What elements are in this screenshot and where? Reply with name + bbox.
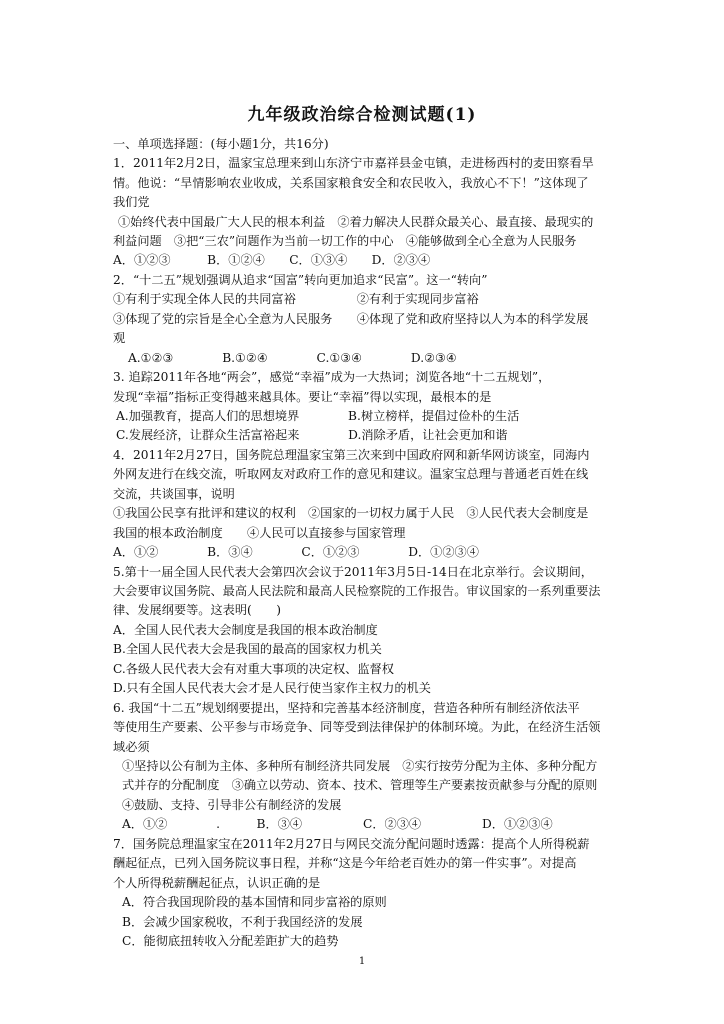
section-heading: 一、单项选择题：(每小题1分，共16分) [113, 137, 329, 151]
text-line: 情。他说：“旱情影响农业收成，关系国家粮食安全和农民收入，我放心不下！”这体现了 [113, 176, 589, 190]
answer-options: A．①② B．③④ C．①②③ D．①②③④ [113, 545, 479, 559]
answer-option: B．会减少国家税收，不利于我国经济的发展 [122, 915, 363, 929]
text-line: ①坚持以公有制为主体、多种所有制经济共同发展 ②实行按劳分配为主体、多种分配方 [122, 759, 598, 773]
text-line: 外网友进行在线交流，听取网友对政府工作的意见和建议。温家宝总理与普通老百姓在线 [113, 467, 589, 481]
answer-option: C．能彻底扭转收入分配差距扩大的趋势 [122, 934, 339, 948]
text-line: 个人所得税薪酬起征点，认识正确的是 [113, 876, 321, 890]
text-line: 利益问题 ③把“三农”问题作为当前一切工作的中心 ④能够做到全心全意为人民服务 [113, 234, 577, 248]
text-line: 域必须 [113, 740, 150, 754]
answer-option: A．符合我国现阶段的基本国情和同步富裕的原则 [122, 895, 387, 909]
text-line: 观 [113, 331, 126, 345]
text-line: 酬起征点，已列入国务院议事日程，并称“这是今年给老百姓办的第一件实事”。对提高 [113, 856, 577, 870]
text-line: 4．2011年2月27日，国务院总理温家宝第三次来到中国政府网和新华网访谈室，同海内 [113, 448, 590, 462]
answer-options: A．①② . B．③④ C．②③④ D．①②③④ [122, 817, 553, 831]
text-line: 律、发展纲要等。这表明( ) [113, 603, 281, 617]
text-line: ①我国公民享有批评和建议的权利 ②国家的一切权力属于人民 ③人民代表大会制度是 [113, 506, 589, 520]
page-title: 九年级政治综合检测试题(1) [247, 105, 477, 125]
text-line: 式并存的分配制度 ③确立以劳动、资本、技术、管理等生产要素按贡献参与分配的原则 [122, 778, 598, 792]
text-line: 1．2011年2月2日，温家宝总理来到山东济宁市嘉祥县金屯镇，走进杨西村的麦田察看旱 [113, 156, 594, 170]
text-line: 5.第十一届全国人民代表大会第四次会议于2011年3月5日-14日在北京举行。会议期间， [113, 565, 593, 579]
answer-options: A.加强教育，提高人们的思想境界 B.树立榜样，提倡过俭朴的生活 [116, 409, 520, 423]
answer-options: A．①②③ B．①②④ C．①③④ D．②③④ [113, 253, 431, 267]
page-number: 1 [358, 956, 366, 967]
text-line: 7．国务院总理温家宝在2011年2月27日与网民交流分配问题时透露：提高个人所得税薪 [113, 837, 590, 851]
text-line: 6. 我国“十二五”规划纲要提出，坚持和完善基本经济制度，营造各种所有制经济依法平 [113, 701, 580, 715]
text-line: ③体现了党的宗旨是全心全意为人民服务 ④体现了党和政府坚持以人为本的科学发展 [113, 312, 589, 326]
answer-options: C.发展经济，让群众生活富裕起来 D.消除矛盾，让社会更加和谐 [116, 428, 508, 442]
text-line: 我国的根本政治制度 ④人民可以直接参与国家管理 [113, 526, 406, 540]
text-line: 发现“幸福”指标正变得越来越具体。要让“幸福”得以实现，最根本的是 [113, 390, 492, 404]
answer-option: A．全国人民代表大会制度是我国的根本政治制度 [113, 623, 378, 637]
text-line: 大会要审议国务院、最高人民法院和最高人民检察院的工作报告。审议国家的一系列重要法 [113, 584, 601, 598]
answer-option: D.只有全国人民代表大会才是人民行使当家作主权力的机关 [113, 681, 431, 695]
answer-option: B.全国人民代表大会是我国的最高的国家权力机关 [113, 642, 382, 656]
text-line: 2．“十二五”规划强调从追求“国富”转向更加追求“民富”。这一“转向” [113, 273, 488, 287]
answer-options: A.①②③ B.①②④ C.①③④ D.②③④ [128, 351, 457, 365]
text-line: ④鼓励、支持、引导非公有制经济的发展 [122, 798, 342, 812]
text-line: 我们党 [113, 195, 150, 209]
text-line: 3. 追踪2011年各地“两会”，感觉“幸福”成为一大热词；浏览各地“十二五规划”， [113, 370, 551, 384]
answer-option: C.各级人民代表大会有对重大事项的决定权、监督权 [113, 662, 394, 676]
text-line: ①始终代表中国最广大人民的根本利益 ②着力解决人民群众最关心、最直接、最现实的 [118, 215, 594, 229]
text-line: ①有利于实现全体人民的共同富裕 ②有利于实现同步富裕 [113, 292, 479, 306]
text-line: 交流，共谈国事，说明 [113, 487, 235, 501]
text-line: 等使用生产要素、公平参与市场竞争、同等受到法律保护的体制环境。为此，在经济生活领 [113, 720, 601, 734]
